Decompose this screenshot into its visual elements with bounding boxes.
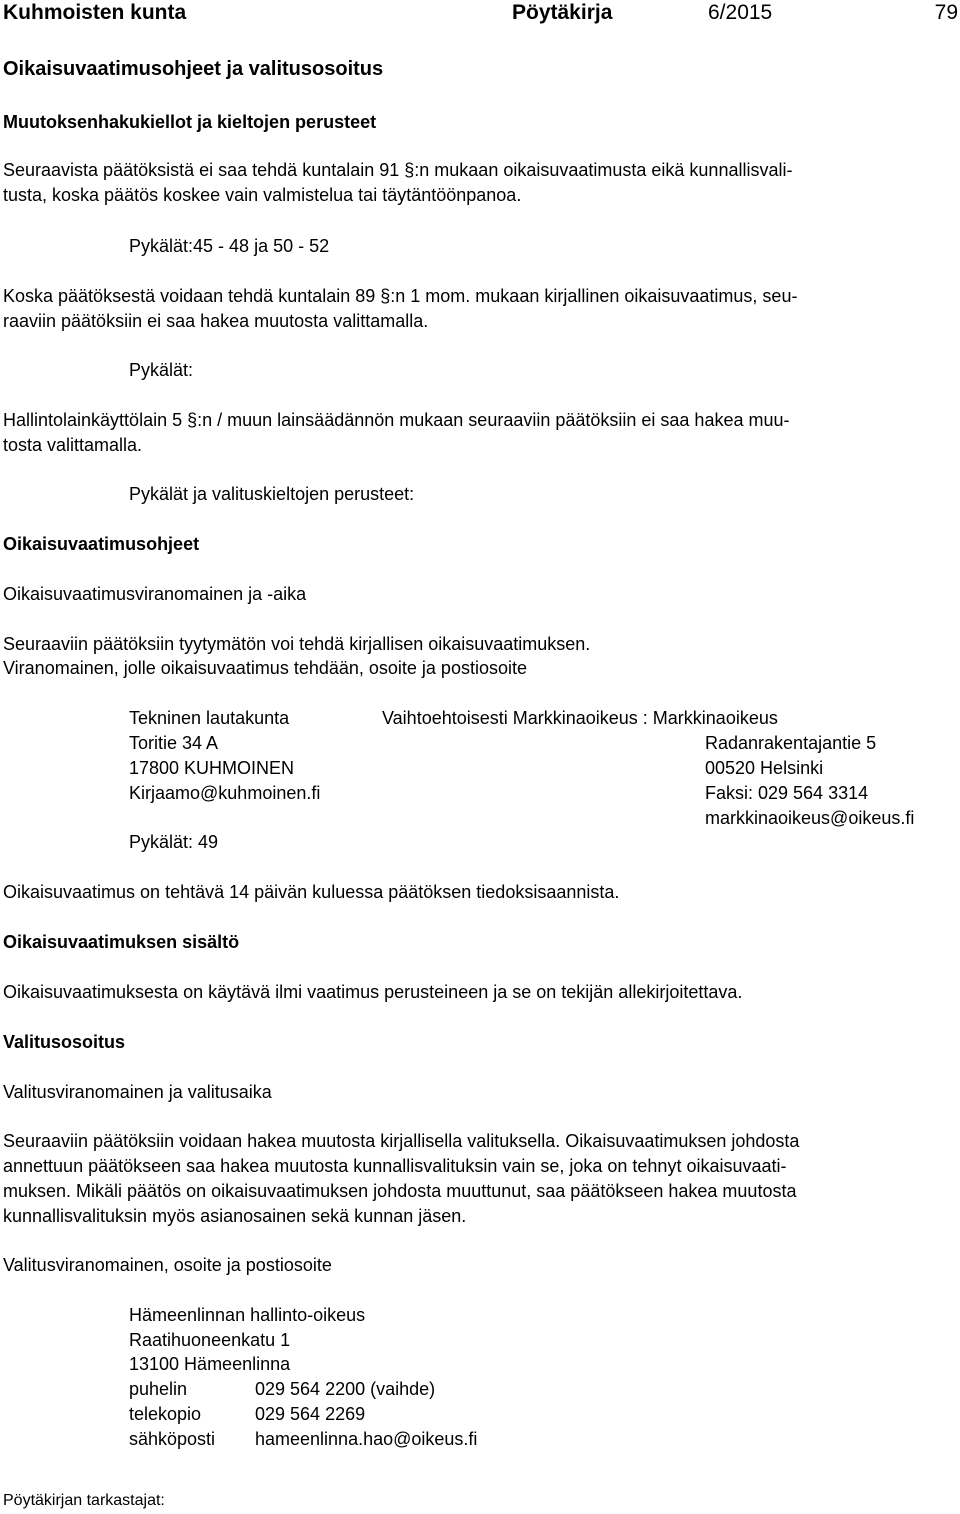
- court-postal: 13100 Hämeenlinna: [129, 1354, 291, 1374]
- court-fax-value: 029 564 2269: [255, 1404, 366, 1424]
- paragraph-line: Hallintolainkäyttölain 5 §:n / muun lainsäädännön mukaan seuraaviin päätöksiin ei saa hakea muu-: [3, 410, 790, 430]
- court-phone-value: 029 564 2200 (vaihde): [255, 1379, 436, 1399]
- paragraph-line: Oikaisuvaatimus on tehtävä 14 päivän kuluessa päätöksen tiedoksisaannista.: [3, 882, 620, 902]
- paragraph-line: muksen. Mikäli päätös on oikaisuvaatimuksen johdosta muuttunut, saa päätökseen hakea muutosta: [3, 1181, 797, 1201]
- header-page-number: 79: [934, 1, 958, 24]
- header-meeting-number: 6/2015: [708, 1, 773, 24]
- paragraph-line: Oikaisuvaatimuksesta on käytävä ilmi vaatimus perusteineen ja se on tekijän allekirjoitettava.: [3, 982, 743, 1002]
- address-alt-street: Radanrakentajantie 5: [705, 733, 877, 753]
- header-doc-type: Pöytäkirja: [512, 1, 613, 24]
- court-phone-label: puhelin: [129, 1379, 188, 1399]
- subheading-authority-time: Oikaisuvaatimusviranomainen ja -aika: [3, 584, 307, 604]
- paragraph-line: Seuraaviin päätöksiin voidaan hakea muutosta kirjallisella valituksella. Oikaisuvaatimuksen johdosta: [3, 1131, 800, 1151]
- subheading-appeal-authority: Valitusviranomainen ja valitusaika: [3, 1082, 272, 1102]
- address-email: Kirjaamo@kuhmoinen.fi: [129, 783, 321, 803]
- paragraph-line: Viranomainen, jolle oikaisuvaatimus tehdään, osoite ja postiosoite: [3, 658, 527, 678]
- sections-list: Pykälät:: [129, 360, 194, 380]
- section-heading-content: Oikaisuvaatimuksen sisältö: [3, 932, 240, 952]
- court-email-label: sähköposti: [129, 1429, 216, 1449]
- paragraph-line: Koska päätöksestä voidaan tehdä kuntalain 89 §:n 1 mom. mukaan kirjallinen oikaisuvaatimus, seu-: [3, 286, 798, 306]
- paragraph-line: raaviin päätöksiin ei saa hakea muutosta valittamalla.: [3, 311, 429, 331]
- address-alternative-intro: Vaihtoehtoisesti Markkinaoikeus : Markkinaoikeus: [382, 708, 778, 728]
- address-sections: Pykälät: 49: [129, 832, 219, 852]
- address-alt-fax: Faksi: 029 564 3314: [705, 783, 869, 803]
- paragraph-line: Seuraaviin päätöksiin tyytymätön voi tehdä kirjallisen oikaisuvaatimuksen.: [3, 634, 591, 654]
- court-street: Raatihuoneenkatu 1: [129, 1330, 291, 1350]
- document-title: Oikaisuvaatimusohjeet ja valitusosoitus: [3, 58, 384, 80]
- section-heading-rectification: Oikaisuvaatimusohjeet: [3, 534, 200, 554]
- paragraph-line: tosta valittamalla.: [3, 435, 143, 455]
- paragraph-line: tusta, koska päätös koskee vain valmistelua tai täytäntöönpanoa.: [3, 185, 522, 205]
- address-name: Tekninen lautakunta: [129, 708, 290, 728]
- address-alt-email: markkinaoikeus@oikeus.fi: [705, 808, 915, 828]
- address-alt-postal: 00520 Helsinki: [705, 758, 824, 778]
- header-municipality: Kuhmoisten kunta: [3, 1, 187, 24]
- address-street: Toritie 34 A: [129, 733, 219, 753]
- sections-list: Pykälät:45 - 48 ja 50 - 52: [129, 236, 330, 256]
- footer-inspectors: Pöytäkirjan tarkastajat:: [3, 1492, 165, 1509]
- court-fax-label: telekopio: [129, 1404, 202, 1424]
- court-email-value: hameenlinna.hao@oikeus.fi: [255, 1429, 478, 1449]
- sections-list: Pykälät ja valituskieltojen perusteet:: [129, 484, 415, 504]
- paragraph-line: annettuun päätökseen saa hakea muutosta kunnallisvalituksin vain se, joka on tehnyt oikaisuvaati-: [3, 1156, 787, 1176]
- address-postal: 17800 KUHMOINEN: [129, 758, 295, 778]
- section-heading-appeal: Valitusosoitus: [3, 1032, 126, 1052]
- paragraph-line: kunnallisvalituksin myös asianosainen sekä kunnan jäsen.: [3, 1206, 467, 1226]
- paragraph-line: Seuraavista päätöksistä ei saa tehdä kuntalain 91 §:n mukaan oikaisuvaatimusta eikä kunnallisvali-: [3, 160, 793, 180]
- subheading-appeal-address: Valitusviranomainen, osoite ja postiosoite: [3, 1255, 332, 1275]
- section-heading-restrictions: Muutoksenhakukiellot ja kieltojen perusteet: [3, 112, 377, 132]
- court-name: Hämeenlinnan hallinto-oikeus: [129, 1305, 366, 1325]
